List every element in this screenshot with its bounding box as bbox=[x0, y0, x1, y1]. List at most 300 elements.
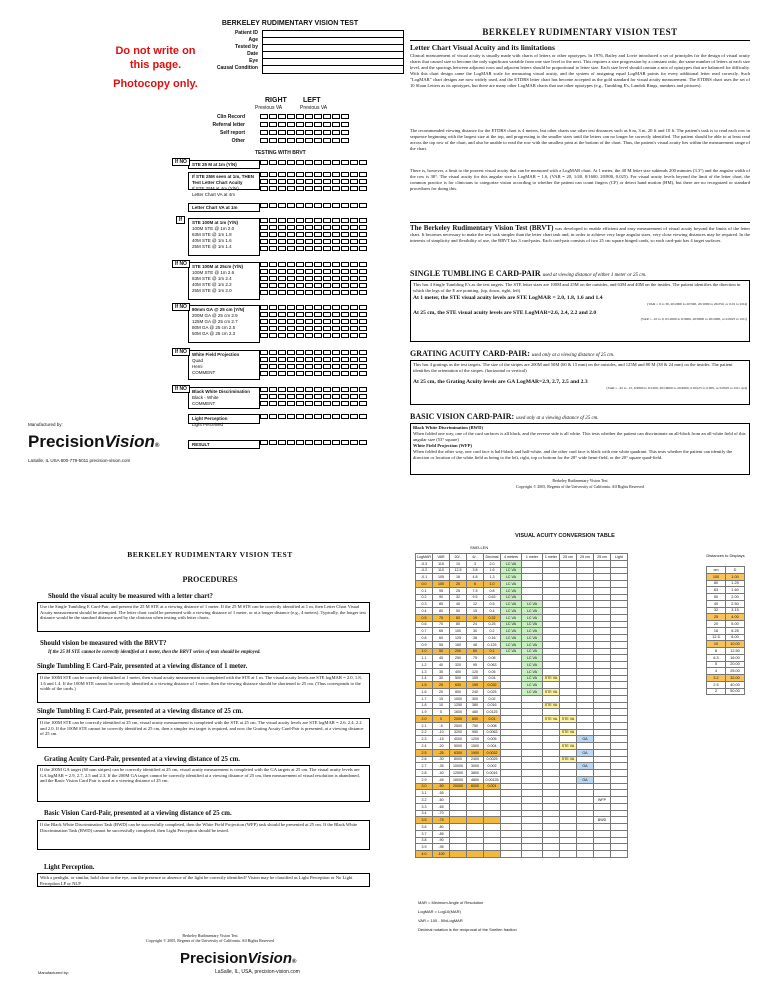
conversion-cell: LC VA bbox=[522, 682, 543, 689]
conversion-cell bbox=[577, 587, 594, 594]
distance-cell: 32 bbox=[707, 607, 726, 614]
conversion-cell: 0.16 bbox=[484, 635, 501, 642]
conversion-cell: 30 bbox=[467, 628, 484, 635]
conversion-cell: 12.5 bbox=[450, 567, 467, 574]
conversion-cell: 600 bbox=[467, 716, 484, 723]
conversion-cell: STE VA bbox=[560, 716, 577, 723]
conversion-cell bbox=[450, 803, 467, 810]
distance-row bbox=[707, 648, 745, 655]
test-line: Hemi bbox=[192, 364, 203, 369]
conversion-cell: 2.7 bbox=[416, 763, 433, 770]
result-grid[interactable] bbox=[260, 387, 368, 392]
conversion-cell bbox=[522, 790, 543, 797]
conversion-cell: 0.8 bbox=[484, 587, 501, 594]
result-grid[interactable] bbox=[260, 357, 368, 362]
conversion-cell: STE VA bbox=[543, 702, 560, 709]
if-no-label: If NO bbox=[172, 260, 190, 268]
conversion-cell: 190 bbox=[467, 682, 484, 689]
conversion-cell bbox=[501, 844, 522, 851]
sec5-box bbox=[410, 423, 750, 475]
conversion-cell bbox=[522, 574, 543, 581]
result-grid[interactable] bbox=[260, 218, 368, 223]
conversion-cell: 1.6 bbox=[416, 689, 433, 696]
conversion-cell bbox=[484, 810, 501, 817]
conversion-row bbox=[416, 709, 628, 716]
conversion-cell: 3.1 bbox=[416, 790, 433, 797]
conversion-cell bbox=[543, 587, 560, 594]
conversion-note: LogMAR = Log10(MAR) bbox=[418, 909, 461, 914]
conversion-cell bbox=[543, 749, 560, 756]
conversion-cell bbox=[522, 830, 543, 837]
conversion-cell: STE VA bbox=[560, 743, 577, 750]
conversion-row bbox=[416, 749, 628, 756]
conversion-cell bbox=[577, 844, 594, 851]
distance-cell: 40.00 bbox=[726, 681, 745, 688]
result-grid[interactable] bbox=[260, 414, 368, 419]
conversion-cell bbox=[484, 797, 501, 804]
q4-box: If the 100M STE can be correctly identified at 25 cm, visual acuity measurement is completed with the STE at 25 cm. The visual acuity levels are STE logMAR = 2.6, 2.4, 2.2 and 2.0. If the 100M STE cannot be correctly identified at 25 cm, then a simpler test target is required, and now the Grating Acuity Card-Pair is presented, at a viewing distance of 25 cm. bbox=[37, 718, 370, 748]
result-grid[interactable] bbox=[260, 203, 368, 208]
conversion-cell: 125 bbox=[450, 635, 467, 642]
distance-row bbox=[707, 675, 745, 682]
q3-box: If the 100M STE can be correctly identified at 1 meter, then visual acuity measurement is completed with the STE at 1 m. The visual acuity levels are STE logMAR = 2.0, 1.8, 1.6 and 1.4. If the 100M STE cannot be correctly identified at a viewing distance of 1 meter, then the viewing distance should be shortened to 25 cm. (Thus corresponds to the width of the cards.) bbox=[37, 673, 370, 703]
conversion-cell bbox=[560, 608, 577, 615]
conversion-col-header: VAR bbox=[433, 554, 450, 561]
conversion-cell bbox=[501, 776, 522, 783]
conversion-cell bbox=[467, 844, 484, 851]
test-line: If STE 25M at 4m (Y/N) bbox=[192, 186, 239, 191]
conversion-cell: 0.063 bbox=[484, 662, 501, 669]
conversion-cell: 90 bbox=[433, 594, 450, 601]
conversion-cell bbox=[501, 770, 522, 777]
conversion-cell bbox=[611, 594, 628, 601]
conversion-cell: GA bbox=[577, 736, 594, 743]
history-grid[interactable] bbox=[260, 114, 350, 119]
conversion-cell bbox=[611, 776, 628, 783]
conversion-cell: -50 bbox=[433, 783, 450, 790]
field-input[interactable] bbox=[262, 65, 404, 74]
conversion-cell bbox=[501, 682, 522, 689]
conversion-cell bbox=[611, 668, 628, 675]
distance-cell: 20 bbox=[707, 621, 726, 628]
sec4-25-note: (VAR = -45 to -15, 6/4800 to 6/1200, 20/16000 to 20/4000, 0.00125 to 0.005, or 0.0025 to 0.01 cpd) bbox=[606, 385, 747, 390]
distance-cell: 16 bbox=[707, 627, 726, 634]
conversion-row bbox=[416, 837, 628, 844]
result-grid[interactable] bbox=[260, 186, 368, 191]
conversion-cell bbox=[501, 749, 522, 756]
conversion-cell bbox=[594, 614, 611, 621]
previous-va-right: Previous VA bbox=[255, 105, 283, 111]
conversion-cell: -95 bbox=[433, 844, 450, 851]
conversion-row bbox=[416, 702, 628, 709]
conversion-cell bbox=[543, 817, 560, 824]
sec5-heading-line bbox=[410, 412, 599, 421]
conversion-cell: 20000 bbox=[450, 783, 467, 790]
conversion-cell bbox=[611, 702, 628, 709]
conversion-cell: 115 bbox=[433, 560, 450, 567]
conversion-cell: 3 bbox=[467, 560, 484, 567]
conversion-row bbox=[416, 648, 628, 655]
conversion-cell bbox=[611, 655, 628, 662]
conversion-cell: 5 bbox=[433, 709, 450, 716]
conversion-cell bbox=[560, 567, 577, 574]
result-grid[interactable] bbox=[260, 160, 368, 165]
left-eye-label: LEFT bbox=[303, 97, 321, 104]
conversion-row bbox=[416, 655, 628, 662]
test-box bbox=[188, 440, 260, 449]
conversion-cell bbox=[501, 695, 522, 702]
conversion-cell bbox=[501, 851, 522, 858]
conversion-cell bbox=[577, 621, 594, 628]
test-box bbox=[188, 387, 260, 409]
conversion-cell: 1600 bbox=[450, 709, 467, 716]
test-line: 200M GA @ 25 cm 2.9 bbox=[192, 313, 238, 318]
result-grid[interactable] bbox=[260, 364, 368, 369]
conversion-cell bbox=[594, 648, 611, 655]
conversion-cell bbox=[594, 776, 611, 783]
conversion-cell bbox=[484, 824, 501, 831]
conversion-cell: -85 bbox=[433, 830, 450, 837]
conversion-cell: 25 bbox=[450, 587, 467, 594]
conversion-cell bbox=[577, 614, 594, 621]
conversion-cell bbox=[611, 830, 628, 837]
conversion-cell bbox=[577, 641, 594, 648]
conversion-cell: 0.5 bbox=[416, 614, 433, 621]
conversion-cell: LC VA bbox=[501, 587, 522, 594]
conversion-cell bbox=[611, 749, 628, 756]
sec2-heading: The Berkeley Rudimentary Vision Test (BRVT) bbox=[410, 224, 554, 232]
conversion-row bbox=[416, 560, 628, 567]
sec5-box2: When folded the other way, one card face is half-black and half-white, and the other card face is black with one white quadrant. This tests whether the patient can identify the direction or location of the white field as being to the left, right, top or bottom for the 28° wide hemi-field, or the 20° square quad-field. bbox=[413, 448, 733, 460]
conversion-cell: 19 bbox=[467, 614, 484, 621]
field-label: Date bbox=[247, 51, 258, 57]
conversion-cell bbox=[594, 756, 611, 763]
conversion-row bbox=[416, 736, 628, 743]
conversion-cell: LC VA bbox=[522, 655, 543, 662]
conversion-cell: 0.5 bbox=[484, 601, 501, 608]
conversion-cell: 63 bbox=[450, 614, 467, 621]
conversion-cell bbox=[484, 830, 501, 837]
distance-row bbox=[707, 580, 745, 587]
conversion-cell bbox=[560, 641, 577, 648]
distance-row bbox=[707, 681, 745, 688]
result-grid[interactable] bbox=[260, 232, 368, 237]
conversion-cell bbox=[560, 628, 577, 635]
test-label: If STE 25M seen at 1m, THEN Test Letter Chart Acuity bbox=[192, 174, 255, 185]
conversion-cell bbox=[611, 635, 628, 642]
conversion-cell bbox=[611, 736, 628, 743]
conversion-cell bbox=[560, 581, 577, 588]
distance-row bbox=[707, 641, 745, 648]
result-grid[interactable] bbox=[260, 326, 368, 331]
conversion-row bbox=[416, 641, 628, 648]
right-footer-1: Berkeley Rudimentary Vision Test bbox=[552, 478, 608, 483]
conversion-cell bbox=[450, 817, 467, 824]
procedures-footer-2: Copyright © 2005, Regents of the University of California. All Rights Reserved bbox=[145, 938, 275, 943]
conversion-cell bbox=[501, 763, 522, 770]
conversion-cell bbox=[543, 567, 560, 574]
conversion-row bbox=[416, 587, 628, 594]
conversion-cell bbox=[501, 716, 522, 723]
conversion-cell bbox=[560, 709, 577, 716]
q6-box: If the Black White Discrimination Task (BWD) can be successfully completed, then the White Field Projection (WFP) task should be presented at 25 cm. If the Black White Discrimination Task (BWD) cannot be successfully completed, then Light Perception should be tested. bbox=[37, 820, 370, 850]
conversion-cell: LC VA bbox=[522, 614, 543, 621]
conversion-note: VAR = 100 - 50xLogMAR bbox=[418, 918, 463, 923]
conversion-cell: LC VA bbox=[501, 648, 522, 655]
conversion-cell: 15 bbox=[467, 608, 484, 615]
conversion-cell: 80 bbox=[433, 608, 450, 615]
conversion-cell bbox=[522, 729, 543, 736]
conversion-cell bbox=[501, 817, 522, 824]
conversion-row bbox=[416, 729, 628, 736]
conversion-cell: GA bbox=[577, 763, 594, 770]
conversion-cell bbox=[543, 783, 560, 790]
test-line: Black - White bbox=[192, 395, 219, 400]
distance-row bbox=[707, 668, 745, 675]
conversion-cell: LC VA bbox=[522, 621, 543, 628]
conversion-cell: 16000 bbox=[450, 776, 467, 783]
history-grid[interactable] bbox=[260, 130, 350, 135]
conversion-cell bbox=[594, 567, 611, 574]
conversion-cell: 0.125 bbox=[484, 641, 501, 648]
conversion-cell bbox=[611, 675, 628, 682]
test-label: 80mm GA @ 25 cm (Y/N) bbox=[192, 307, 245, 312]
conversion-cell bbox=[594, 628, 611, 635]
conversion-cell bbox=[543, 641, 560, 648]
result-grid[interactable] bbox=[260, 401, 368, 406]
conversion-cell bbox=[543, 756, 560, 763]
conversion-cell: 1200 bbox=[467, 736, 484, 743]
conversion-cell: LC VA bbox=[522, 689, 543, 696]
conversion-cell: 3000 bbox=[467, 763, 484, 770]
conversion-cell bbox=[594, 803, 611, 810]
result-grid[interactable] bbox=[260, 333, 368, 338]
conversion-col-header: 20/.. bbox=[450, 554, 467, 561]
conversion-cell bbox=[594, 736, 611, 743]
conversion-cell bbox=[467, 837, 484, 844]
conversion-cell: -15 bbox=[433, 736, 450, 743]
distance-table bbox=[706, 566, 745, 695]
conversion-cell: 0 bbox=[433, 716, 450, 723]
conversion-cell: 0.0025 bbox=[484, 756, 501, 763]
result-grid[interactable] bbox=[260, 172, 368, 177]
result-grid[interactable] bbox=[260, 305, 368, 310]
sec1-heading: Letter Chart Visual Acuity and its limitations bbox=[410, 43, 555, 52]
conversion-cell: 480 bbox=[467, 709, 484, 716]
conversion-cell: 38 bbox=[467, 635, 484, 642]
conversion-cell bbox=[543, 743, 560, 750]
distance-row bbox=[707, 621, 745, 628]
test-box bbox=[188, 262, 260, 300]
field-label: Eye bbox=[249, 58, 258, 64]
conversion-cell: 2.9 bbox=[416, 776, 433, 783]
conversion-cell: 65 bbox=[433, 628, 450, 635]
conversion-cell bbox=[577, 810, 594, 817]
conversion-cell: LC VA bbox=[501, 621, 522, 628]
conversion-cell bbox=[501, 824, 522, 831]
conversion-row bbox=[416, 810, 628, 817]
distance-header-row bbox=[707, 567, 745, 574]
conversion-cell bbox=[594, 668, 611, 675]
conversion-cell bbox=[543, 810, 560, 817]
result-grid[interactable] bbox=[260, 319, 368, 324]
conversion-cell: 6000 bbox=[467, 783, 484, 790]
conversion-cell bbox=[611, 682, 628, 689]
conversion-cell: 1500 bbox=[467, 743, 484, 750]
conversion-cell: STE VA bbox=[560, 729, 577, 736]
conversion-cell: 4.8 bbox=[467, 574, 484, 581]
conversion-cell bbox=[594, 851, 611, 858]
conversion-cell bbox=[560, 851, 577, 858]
result-grid[interactable] bbox=[260, 239, 368, 244]
test-line: 63M STE @ 1m 2.4 bbox=[192, 276, 232, 281]
q6-heading: Basic Vision Card-Pair, presented at a viewing distance of 25 cm. bbox=[44, 810, 232, 817]
conversion-cell bbox=[577, 689, 594, 696]
conversion-cell: STE VA bbox=[560, 756, 577, 763]
conversion-cell: 0.1 bbox=[484, 648, 501, 655]
conversion-cell: LC VA bbox=[522, 608, 543, 615]
result-grid[interactable] bbox=[260, 283, 368, 288]
result-grid[interactable] bbox=[260, 246, 368, 251]
conversion-col-header: 4 meters bbox=[501, 554, 522, 561]
test-line: 40M STE @ 1m 1.6 bbox=[192, 238, 232, 243]
distance-cell: 8 bbox=[707, 648, 726, 655]
result-grid[interactable] bbox=[260, 394, 368, 399]
conversion-cell bbox=[611, 844, 628, 851]
conversion-cell bbox=[543, 736, 560, 743]
conversion-cell: 3.6 bbox=[416, 824, 433, 831]
result-grid[interactable] bbox=[260, 262, 368, 267]
q5-heading: Grating Acuity Card-Pair, presented at a viewing distance of 25 cm. bbox=[44, 756, 240, 763]
conversion-cell: -55 bbox=[433, 790, 450, 797]
history-label: Other bbox=[231, 138, 245, 144]
conversion-cell bbox=[543, 668, 560, 675]
conversion-cell bbox=[594, 824, 611, 831]
distance-cell: 25 bbox=[707, 614, 726, 621]
conversion-cell bbox=[560, 594, 577, 601]
conversion-cell: 2.0 bbox=[484, 560, 501, 567]
q3-heading: Single Tumbling E Card-Pair, presented at a viewing distance of 1 meter. bbox=[37, 663, 248, 670]
conversion-cell: 160 bbox=[450, 641, 467, 648]
sec1-p2: The recommended viewing distance for the ETDRS chart is 4 meters, but other charts use other test distances such as 6 m, 3 m, 20 ft and 10 ft. The patient's task is to read each row in sequence beginning with the largest size at the top, and progressing to the smaller sizes until the letters can no longer be correctly identified. The patient should be able to at least read across the top row of the chart, and also be unable to read the row with the smallest print at the bottom of the chart. Thus, the patient's visual acuity lies within the measurement range of the chart. bbox=[410, 128, 750, 151]
result-grid[interactable] bbox=[260, 440, 368, 445]
procedures-footer-1: Berkeley Rudimentary Vision Test bbox=[182, 933, 238, 938]
conversion-cell bbox=[594, 729, 611, 736]
conversion-cell: 12500 bbox=[450, 770, 467, 777]
result-grid[interactable] bbox=[260, 276, 368, 281]
conversion-cell: 2.2 bbox=[416, 729, 433, 736]
right-footer-2: Copyright © 2005, Regents of the University of California. All Rights Reserved bbox=[515, 484, 645, 489]
conversion-cell bbox=[501, 662, 522, 669]
sec3-heading-line bbox=[410, 269, 646, 278]
sec3-1m: At 1 meter, the STE visual acuity levels are STE LogMAR = 2.0, 1.8, 1.6 and 1.4 bbox=[413, 294, 603, 301]
sec5-sub: used only at a viewing distance of 25 cm. bbox=[516, 416, 599, 421]
field-label: Patient ID bbox=[234, 30, 258, 36]
conversion-cell: 0.8 bbox=[416, 635, 433, 642]
conversion-cell: 2.1 bbox=[416, 722, 433, 729]
conversion-cell bbox=[594, 810, 611, 817]
conversion-cell bbox=[577, 581, 594, 588]
conversion-col-header: Light bbox=[611, 554, 628, 561]
test-line: Quad bbox=[192, 358, 204, 363]
test-line: 100M STE @ 1m 2.0 bbox=[192, 226, 235, 231]
result-grid[interactable] bbox=[260, 269, 368, 274]
conversion-cell: 100 bbox=[450, 628, 467, 635]
distance-cell: 2.50 bbox=[726, 600, 745, 607]
conversion-cell: -0.2 bbox=[416, 567, 433, 574]
conversion-cell: LC VA bbox=[501, 641, 522, 648]
conversion-cell: 32 bbox=[450, 594, 467, 601]
conversion-cell bbox=[560, 689, 577, 696]
distance-cell: 5.00 bbox=[726, 621, 745, 628]
conversion-cell bbox=[594, 770, 611, 777]
conversion-cell bbox=[611, 797, 628, 804]
result-grid[interactable] bbox=[260, 179, 368, 184]
conversion-cell: 2.4 bbox=[416, 743, 433, 750]
conversion-cell: LC VA bbox=[501, 614, 522, 621]
conversion-cell: 10 bbox=[450, 560, 467, 567]
conversion-cell bbox=[560, 776, 577, 783]
conversion-cell bbox=[577, 729, 594, 736]
history-grid[interactable] bbox=[260, 122, 350, 127]
conversion-cell: 2.0 bbox=[416, 716, 433, 723]
photocopy-text: Photocopy only. bbox=[113, 78, 198, 90]
conversion-row bbox=[416, 756, 628, 763]
result-grid[interactable] bbox=[260, 350, 368, 355]
conversion-cell bbox=[560, 702, 577, 709]
sec5-heading: BASIC VISION CARD-PAIR: bbox=[410, 412, 515, 421]
conversion-row bbox=[416, 797, 628, 804]
conversion-cell: 80 bbox=[450, 621, 467, 628]
procedures-logo: PrecisionVision® bbox=[180, 950, 297, 967]
form-title: BERKELEY RUDIMENTARY VISION TEST bbox=[221, 20, 359, 27]
distance-cell: 40 bbox=[707, 600, 726, 607]
conversion-cell: 4800 bbox=[467, 776, 484, 783]
conversion-row bbox=[416, 628, 628, 635]
conversion-row bbox=[416, 695, 628, 702]
result-grid[interactable] bbox=[260, 371, 368, 376]
conversion-cell bbox=[594, 689, 611, 696]
sec3-1m-note: (VAR = 0 to 30, 20/2000 to 20/500, 20/1000 to 20/250, or 0.01 to 0.04) bbox=[647, 301, 747, 306]
history-grid[interactable] bbox=[260, 138, 350, 143]
sec4-sub: used only at a viewing distance of 25 cm. bbox=[531, 353, 615, 358]
conversion-cell bbox=[560, 635, 577, 642]
conversion-cell: 0.0125 bbox=[484, 709, 501, 716]
conversion-cell: 750 bbox=[467, 722, 484, 729]
result-grid[interactable] bbox=[260, 290, 368, 295]
conversion-cell bbox=[467, 797, 484, 804]
distance-cell: 3.2 bbox=[707, 675, 726, 682]
result-grid[interactable] bbox=[260, 312, 368, 317]
conversion-cell bbox=[577, 743, 594, 750]
distance-row bbox=[707, 614, 745, 621]
conversion-cell: 2500 bbox=[450, 722, 467, 729]
field-label: Age bbox=[248, 37, 258, 43]
conversion-row bbox=[416, 743, 628, 750]
conversion-cell bbox=[450, 790, 467, 797]
conversion-cell bbox=[577, 783, 594, 790]
conversion-note: Decimal notation is the reciprocal of the Snellen fraction bbox=[418, 927, 517, 932]
conversion-cell: 1.6 bbox=[484, 567, 501, 574]
conversion-cell: 3.0 bbox=[416, 783, 433, 790]
conversion-cell bbox=[501, 743, 522, 750]
conversion-row bbox=[416, 776, 628, 783]
conversion-cell: 0.25 bbox=[484, 621, 501, 628]
result-grid[interactable] bbox=[260, 225, 368, 230]
conversion-cell: 50 bbox=[433, 648, 450, 655]
conversion-cell bbox=[611, 608, 628, 615]
conversion-cell bbox=[594, 574, 611, 581]
